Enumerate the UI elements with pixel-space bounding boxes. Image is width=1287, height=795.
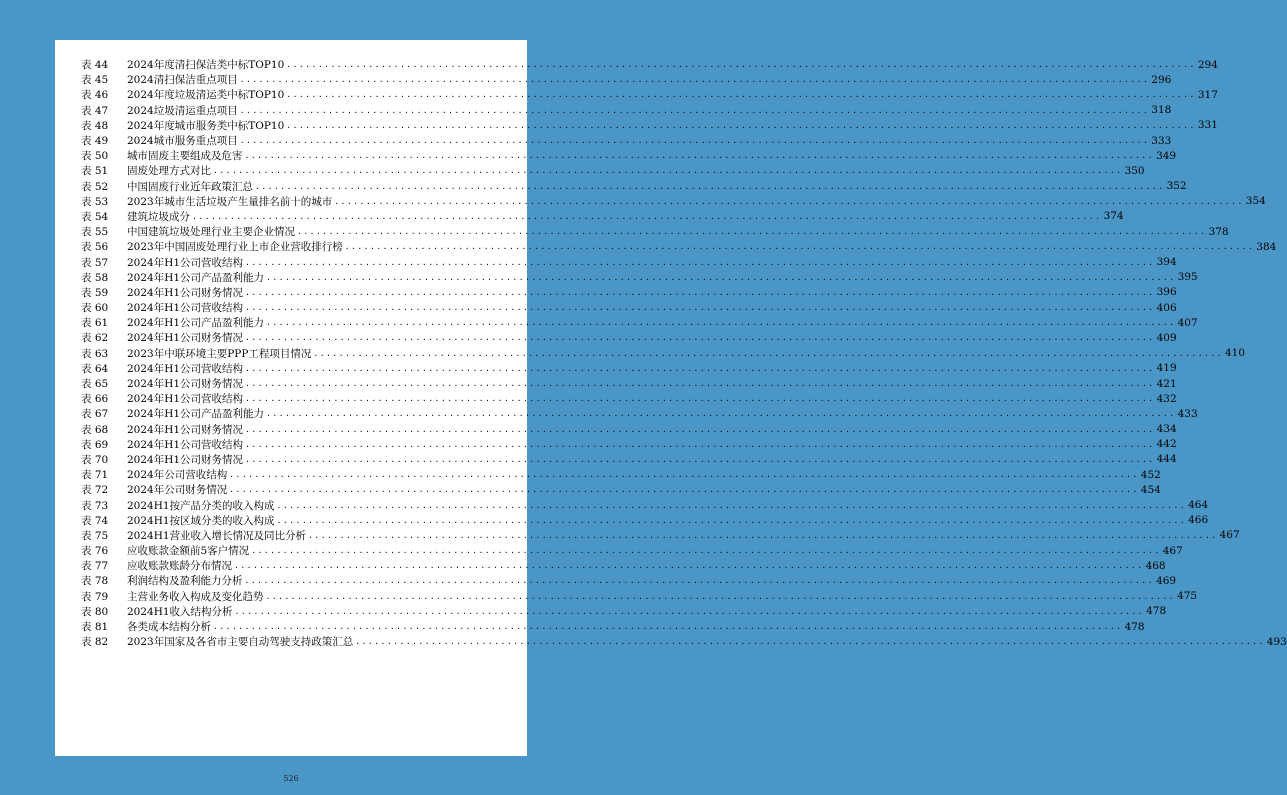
toc-entry-number: 表 45 bbox=[81, 74, 109, 87]
toc-entry[interactable] bbox=[81, 422, 1177, 437]
toc-entry[interactable] bbox=[81, 72, 1172, 87]
toc-entry-page: 452 bbox=[1140, 468, 1161, 481]
toc-entry-title: 2024年H1公司营收结构 bbox=[127, 256, 244, 269]
toc-entry-title: 2023年城市生活垃圾产生量排名前十的城市 bbox=[127, 195, 333, 208]
toc-entry-page: 374 bbox=[1103, 210, 1124, 223]
toc-entry-title: 2024清扫保洁重点项目 bbox=[127, 74, 238, 87]
toc-entry[interactable] bbox=[81, 118, 1218, 133]
toc-entry-leader bbox=[245, 303, 1155, 312]
toc-entry[interactable] bbox=[81, 528, 1240, 543]
table-of-contents bbox=[81, 57, 1287, 649]
toc-entry-title: 2024H1按区域分类的收入构成 bbox=[127, 514, 275, 527]
toc-entry-page: 493 bbox=[1266, 635, 1287, 648]
toc-entry-title: 2024H1按产品分类的收入构成 bbox=[127, 499, 275, 512]
toc-entry-page: 352 bbox=[1166, 180, 1187, 193]
toc-entry-number: 表 65 bbox=[81, 378, 109, 391]
toc-entry[interactable] bbox=[81, 513, 1209, 528]
toc-entry-number: 表 69 bbox=[81, 438, 109, 451]
toc-entry-number: 表 67 bbox=[81, 408, 109, 421]
toc-entry[interactable] bbox=[81, 361, 1177, 376]
toc-entry-leader bbox=[229, 485, 1139, 494]
toc-entry[interactable] bbox=[81, 133, 1172, 148]
toc-entry-leader bbox=[277, 516, 1187, 525]
toc-entry-page: 318 bbox=[1151, 104, 1172, 117]
toc-entry-number: 表 49 bbox=[81, 135, 109, 148]
toc-entry-title: 2024年H1公司产品盈利能力 bbox=[127, 317, 265, 330]
toc-entry-title: 应收账款金额前5客户情况 bbox=[127, 545, 250, 558]
toc-entry-number: 表 58 bbox=[81, 271, 109, 284]
toc-entry[interactable] bbox=[81, 391, 1177, 406]
toc-entry-leader bbox=[266, 273, 1176, 282]
toc-entry-page: 478 bbox=[1146, 605, 1167, 618]
toc-entry-title: 2024年度垃圾清运类中标TOP10 bbox=[127, 89, 285, 102]
toc-entry[interactable] bbox=[81, 497, 1209, 512]
toc-entry[interactable] bbox=[81, 254, 1177, 269]
toc-entry-number: 表 73 bbox=[81, 499, 109, 512]
toc-entry-number: 表 78 bbox=[81, 575, 109, 588]
toc-entry-number: 表 59 bbox=[81, 286, 109, 299]
toc-entry-title: 中国固废行业近年政策汇总 bbox=[127, 180, 253, 193]
toc-entry-number: 表 63 bbox=[81, 347, 109, 360]
toc-entry-number: 表 57 bbox=[81, 256, 109, 269]
toc-entry-title: 2023年中联环境主要PPP工程项目情况 bbox=[127, 347, 312, 360]
toc-entry[interactable] bbox=[81, 179, 1187, 194]
toc-entry-page: 421 bbox=[1156, 377, 1177, 390]
toc-entry-number: 表 50 bbox=[81, 150, 109, 163]
toc-entry-leader bbox=[213, 622, 1123, 631]
toc-entry-page: 394 bbox=[1156, 256, 1177, 269]
toc-entry-leader bbox=[240, 106, 1150, 115]
toc-entry-number: 表 62 bbox=[81, 332, 109, 345]
toc-entry-leader bbox=[229, 470, 1139, 479]
toc-entry-leader bbox=[245, 425, 1155, 434]
toc-entry-number: 表 77 bbox=[81, 560, 109, 573]
toc-entry-leader bbox=[192, 212, 1102, 221]
toc-entry-page: 317 bbox=[1197, 88, 1218, 101]
toc-entry-leader bbox=[345, 242, 1255, 251]
toc-entry-leader bbox=[286, 60, 1196, 69]
toc-entry-title: 2024H1收入结构分析 bbox=[127, 605, 233, 618]
toc-entry-leader bbox=[240, 75, 1150, 84]
toc-entry-page: 464 bbox=[1188, 499, 1209, 512]
toc-entry-title: 2024年H1公司营收结构 bbox=[127, 302, 244, 315]
toc-entry-number: 表 51 bbox=[81, 165, 109, 178]
toc-entry-number: 表 46 bbox=[81, 89, 109, 102]
toc-entry-number: 表 74 bbox=[81, 514, 109, 527]
toc-entry-title: 2024年H1公司财务情况 bbox=[127, 378, 244, 391]
toc-entry-leader bbox=[334, 197, 1244, 206]
toc-entry-page: 350 bbox=[1124, 164, 1145, 177]
toc-entry-title: 2023年国家及各省市主要自动驾驶支持政策汇总 bbox=[127, 636, 354, 649]
toc-entry-number: 表 56 bbox=[81, 241, 109, 254]
toc-entry-title: 2024年H1公司产品盈利能力 bbox=[127, 408, 265, 421]
toc-entry-title: 利润结构及盈利能力分析 bbox=[127, 575, 243, 588]
toc-entry-page: 478 bbox=[1124, 620, 1145, 633]
toc-entry-leader bbox=[245, 333, 1155, 342]
toc-entry[interactable] bbox=[81, 406, 1198, 421]
toc-entry[interactable] bbox=[81, 437, 1177, 452]
toc-entry-page: 432 bbox=[1156, 392, 1177, 405]
toc-entry-number: 表 47 bbox=[81, 104, 109, 117]
toc-entry-leader bbox=[240, 136, 1150, 145]
toc-entry-leader bbox=[297, 227, 1207, 236]
toc-entry-title: 2024年度城市服务类中标TOP10 bbox=[127, 119, 285, 132]
toc-entry[interactable] bbox=[81, 194, 1266, 209]
toc-entry-page: 333 bbox=[1151, 134, 1172, 147]
toc-entry[interactable] bbox=[81, 270, 1198, 285]
toc-entry[interactable] bbox=[81, 315, 1198, 330]
toc-entry-title: 各类成本结构分析 bbox=[127, 621, 211, 634]
toc-entry-title: 2024城市服务重点项目 bbox=[127, 135, 238, 148]
toc-entry-number: 表 68 bbox=[81, 423, 109, 436]
toc-entry-number: 表 64 bbox=[81, 362, 109, 375]
toc-entry-page: 407 bbox=[1177, 316, 1198, 329]
toc-entry-leader bbox=[245, 394, 1155, 403]
toc-entry-number: 表 79 bbox=[81, 590, 109, 603]
toc-entry-leader bbox=[245, 440, 1155, 449]
toc-entry-number: 表 44 bbox=[81, 59, 109, 72]
toc-entry-page: 444 bbox=[1156, 453, 1177, 466]
toc-entry-page: 469 bbox=[1156, 574, 1177, 587]
toc-entry-page: 384 bbox=[1256, 240, 1277, 253]
toc-entry[interactable] bbox=[81, 57, 1218, 72]
toc-entry[interactable] bbox=[81, 239, 1277, 254]
page-number: 526 bbox=[283, 774, 299, 783]
toc-entry-title: 2024年H1公司产品盈利能力 bbox=[127, 271, 265, 284]
toc-entry-title: 2023年中国固废处理行业上市企业营收排行榜 bbox=[127, 241, 343, 254]
toc-entry-number: 表 72 bbox=[81, 484, 109, 497]
toc-entry-page: 467 bbox=[1219, 529, 1240, 542]
toc-entry-title: 2024年公司营收结构 bbox=[127, 469, 228, 482]
toc-entry-leader bbox=[245, 288, 1155, 297]
toc-entry-page: 442 bbox=[1156, 438, 1177, 451]
toc-entry[interactable] bbox=[81, 558, 1166, 573]
toc-entry-page: 406 bbox=[1156, 301, 1177, 314]
toc-entry-leader bbox=[308, 531, 1218, 540]
toc-entry-number: 表 82 bbox=[81, 636, 109, 649]
toc-entry-number: 表 53 bbox=[81, 195, 109, 208]
toc-entry-title: 2024垃圾清运重点项目 bbox=[127, 104, 238, 117]
toc-entry-number: 表 52 bbox=[81, 180, 109, 193]
toc-entry-page: 468 bbox=[1145, 559, 1166, 572]
toc-entry-title: 2024年公司财务情况 bbox=[127, 484, 228, 497]
toc-entry[interactable] bbox=[81, 589, 1198, 604]
toc-entry-page: 467 bbox=[1162, 544, 1183, 557]
toc-entry-leader bbox=[286, 90, 1196, 99]
toc-entry-leader bbox=[255, 182, 1165, 191]
toc-entry-page: 396 bbox=[1156, 286, 1177, 299]
toc-entry[interactable] bbox=[81, 103, 1172, 118]
toc-entry[interactable] bbox=[81, 224, 1229, 239]
toc-entry-title: 2024年度清扫保洁类中标TOP10 bbox=[127, 59, 285, 72]
toc-entry-number: 表 80 bbox=[81, 605, 109, 618]
toc-entry-title: 2024年H1公司营收结构 bbox=[127, 393, 244, 406]
toc-entry[interactable] bbox=[81, 604, 1167, 619]
toc-entry[interactable] bbox=[81, 452, 1177, 467]
toc-entry-leader bbox=[286, 121, 1196, 130]
toc-entry[interactable] bbox=[81, 87, 1218, 102]
toc-entry-page: 378 bbox=[1208, 225, 1229, 238]
toc-entry-leader bbox=[213, 166, 1123, 175]
toc-entry-leader bbox=[266, 592, 1176, 601]
toc-entry-leader bbox=[251, 546, 1161, 555]
toc-entry-title: 城市固废主要组成及危害 bbox=[127, 150, 243, 163]
toc-entry[interactable] bbox=[81, 163, 1145, 178]
toc-entry-number: 表 48 bbox=[81, 119, 109, 132]
toc-entry-number: 表 70 bbox=[81, 453, 109, 466]
toc-entry-title: 2024年H1公司财务情况 bbox=[127, 286, 244, 299]
toc-entry[interactable] bbox=[81, 376, 1177, 391]
toc-entry[interactable] bbox=[81, 346, 1246, 361]
toc-entry-leader bbox=[245, 258, 1155, 267]
toc-entry[interactable] bbox=[81, 300, 1177, 315]
toc-entry-leader bbox=[313, 349, 1223, 358]
toc-entry-number: 表 76 bbox=[81, 545, 109, 558]
toc-entry-title: 固废处理方式对比 bbox=[127, 165, 211, 178]
toc-entry-number: 表 71 bbox=[81, 469, 109, 482]
toc-entry[interactable] bbox=[81, 543, 1183, 558]
toc-entry-number: 表 60 bbox=[81, 302, 109, 315]
toc-entry-title: 2024年H1公司营收结构 bbox=[127, 362, 244, 375]
toc-entry-page: 433 bbox=[1177, 407, 1198, 420]
toc-entry[interactable] bbox=[81, 573, 1177, 588]
toc-entry-number: 表 75 bbox=[81, 529, 109, 542]
toc-entry[interactable] bbox=[81, 482, 1161, 497]
toc-entry[interactable] bbox=[81, 634, 1287, 649]
toc-entry[interactable] bbox=[81, 148, 1177, 163]
toc-entry-number: 表 81 bbox=[81, 621, 109, 634]
toc-entry-page: 354 bbox=[1245, 195, 1266, 208]
toc-entry-leader bbox=[266, 409, 1176, 418]
toc-entry-title: 2024H1营业收入增长情况及同比分析 bbox=[127, 529, 307, 542]
toc-entry-leader bbox=[245, 455, 1155, 464]
toc-entry[interactable] bbox=[81, 285, 1177, 300]
toc-entry-title: 2024年H1公司财务情况 bbox=[127, 423, 244, 436]
toc-entry-title: 2024年H1公司财务情况 bbox=[127, 453, 244, 466]
toc-entry[interactable] bbox=[81, 209, 1124, 224]
toc-entry-page: 475 bbox=[1177, 590, 1198, 603]
toc-entry-page: 410 bbox=[1224, 347, 1246, 360]
toc-entry-number: 表 61 bbox=[81, 317, 109, 330]
toc-entry-page: 395 bbox=[1177, 271, 1198, 284]
toc-entry-title: 应收账款账龄分布情况 bbox=[127, 560, 232, 573]
toc-entry-number: 表 55 bbox=[81, 226, 109, 239]
toc-entry-page: 409 bbox=[1156, 331, 1177, 344]
toc-entry-leader bbox=[277, 501, 1187, 510]
toc-entry-number: 表 66 bbox=[81, 393, 109, 406]
toc-entry-page: 296 bbox=[1151, 73, 1172, 86]
toc-entry-leader bbox=[355, 637, 1265, 646]
toc-entry-leader bbox=[245, 379, 1155, 388]
toc-entry-leader bbox=[245, 576, 1155, 585]
toc-entry-title: 中国建筑垃圾处理行业主要企业情况 bbox=[127, 226, 295, 239]
document-page bbox=[55, 40, 1287, 783]
toc-entry[interactable] bbox=[81, 330, 1177, 345]
toc-entry-page: 349 bbox=[1156, 149, 1177, 162]
toc-entry[interactable] bbox=[81, 619, 1145, 634]
toc-entry-leader bbox=[245, 364, 1155, 373]
toc-entry-title: 建筑垃圾成分 bbox=[127, 210, 190, 223]
toc-entry-leader bbox=[245, 151, 1155, 160]
toc-entry-page: 454 bbox=[1140, 483, 1161, 496]
toc-entry-number: 表 54 bbox=[81, 210, 109, 223]
toc-entry[interactable] bbox=[81, 467, 1161, 482]
toc-entry-page: 466 bbox=[1188, 514, 1209, 527]
toc-entry-page: 294 bbox=[1197, 58, 1218, 71]
toc-entry-leader bbox=[266, 318, 1176, 327]
toc-entry-leader bbox=[234, 561, 1144, 570]
toc-entry-title: 2024年H1公司营收结构 bbox=[127, 438, 244, 451]
toc-entry-page: 419 bbox=[1156, 362, 1177, 375]
toc-entry-page: 434 bbox=[1156, 423, 1177, 436]
toc-entry-page: 331 bbox=[1197, 119, 1218, 132]
toc-entry-title: 主营业务收入构成及变化趋势 bbox=[127, 590, 264, 603]
toc-entry-leader bbox=[235, 607, 1145, 616]
toc-entry-title: 2024年H1公司财务情况 bbox=[127, 332, 244, 345]
